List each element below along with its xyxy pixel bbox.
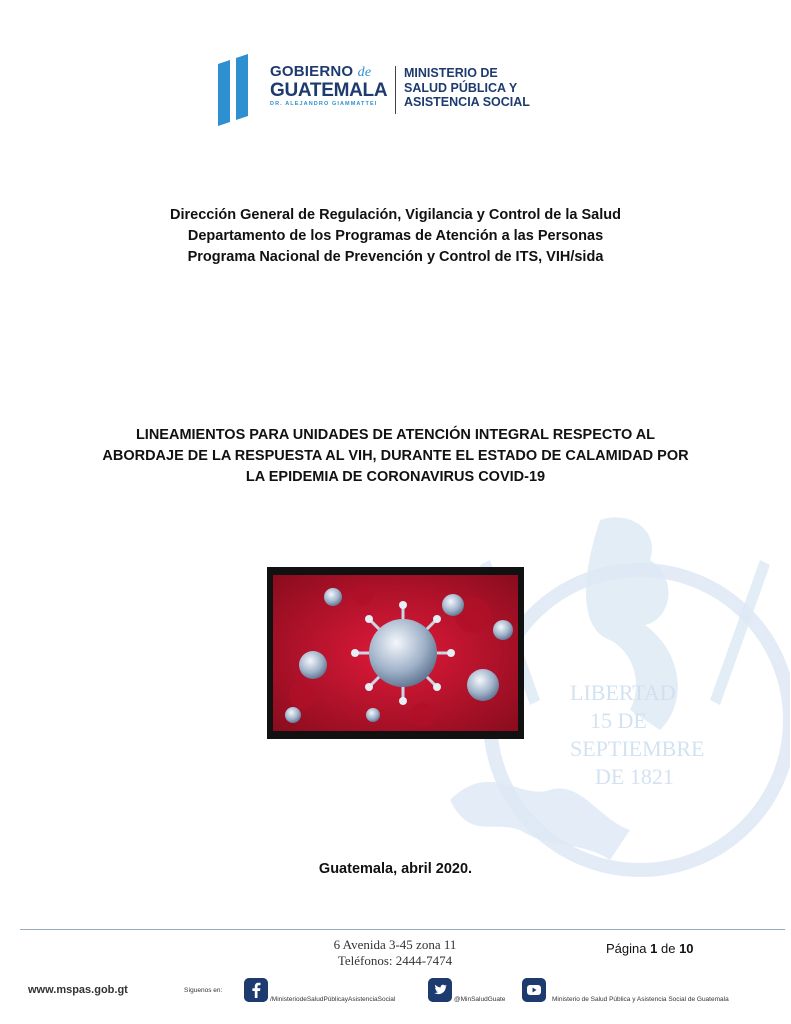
place-date: Guatemala, abril 2020.	[318, 861, 473, 877]
youtube-icon	[522, 978, 546, 1002]
organization-block	[0, 205, 791, 268]
gobierno-word: GOBIERNO	[270, 63, 354, 80]
page-total: 10	[679, 941, 694, 956]
logo-divider	[395, 66, 396, 114]
watermark-line3: SEPTIEMBRE	[570, 736, 705, 761]
coronavirus-illustration	[273, 575, 518, 731]
follow-us-label: Síguenos en:	[184, 987, 223, 994]
virus-particle-main	[351, 601, 455, 705]
organization-line2: Departamento de los Programas de Atención a las Personas	[187, 228, 604, 244]
footer-address	[300, 937, 490, 969]
page-of: de	[660, 941, 676, 956]
president-line: DR. ALEJANDRO GIAMMATTEI	[270, 101, 378, 107]
page-number	[606, 941, 694, 956]
organization-line3: Programa Nacional de Prevención y Control de ITS, VIH/sida	[187, 249, 604, 265]
address-line2: Teléfonos: 2444-7474	[337, 953, 453, 968]
gobierno-de: de	[357, 65, 372, 80]
gobierno-country: GUATEMALA	[270, 80, 388, 101]
coronavirus-image	[267, 567, 524, 739]
document-title-line3: LA EPIDEMIA DE CORONAVIRUS COVID-19	[245, 469, 546, 485]
ministry-line3: ASISTENCIA SOCIAL	[404, 95, 530, 109]
website-link[interactable]: www.mspas.gob.gt	[28, 984, 128, 996]
twitter-handle: @MinSaludGuate	[454, 996, 506, 1003]
document-title	[0, 425, 791, 488]
government-bars-icon	[214, 50, 262, 126]
gobierno-wordmark	[270, 64, 390, 108]
address-line1: 6 Avenida 3-45 zona 11	[333, 937, 457, 952]
facebook-handle: /MinisteriodeSaludPúblicayAsistenciaSocial	[270, 996, 396, 1003]
page-label: Página	[606, 941, 647, 956]
ministry-line2: SALUD PÚBLICA Y	[404, 80, 518, 95]
watermark-line1: LIBERTAD	[570, 680, 676, 705]
watermark-line2: 15 DE	[590, 708, 647, 733]
twitter-icon	[428, 978, 452, 1002]
page-current: 1	[650, 941, 658, 956]
youtube-handle: Ministerio de Salud Pública y Asistencia Social de Guatemala	[552, 996, 729, 1003]
document-title-line2: ABORDAJE DE LA RESPUESTA AL VIH, DURANTE EL ESTADO DE CALAMIDAD POR	[102, 448, 689, 464]
facebook-icon	[244, 978, 268, 1002]
ministry-wordmark	[404, 66, 530, 110]
ministry-line1: MINISTERIO DE	[404, 66, 498, 80]
document-title-line1: LINEAMIENTOS PARA UNIDADES DE ATENCIÓN INTEGRAL RESPECTO AL	[135, 427, 656, 443]
organization-line1: Dirección General de Regulación, Vigilancia y Control de la Salud	[170, 207, 621, 223]
footer-rule	[20, 929, 785, 930]
header-logo	[214, 50, 544, 126]
watermark-line4: DE 1821	[595, 764, 674, 789]
